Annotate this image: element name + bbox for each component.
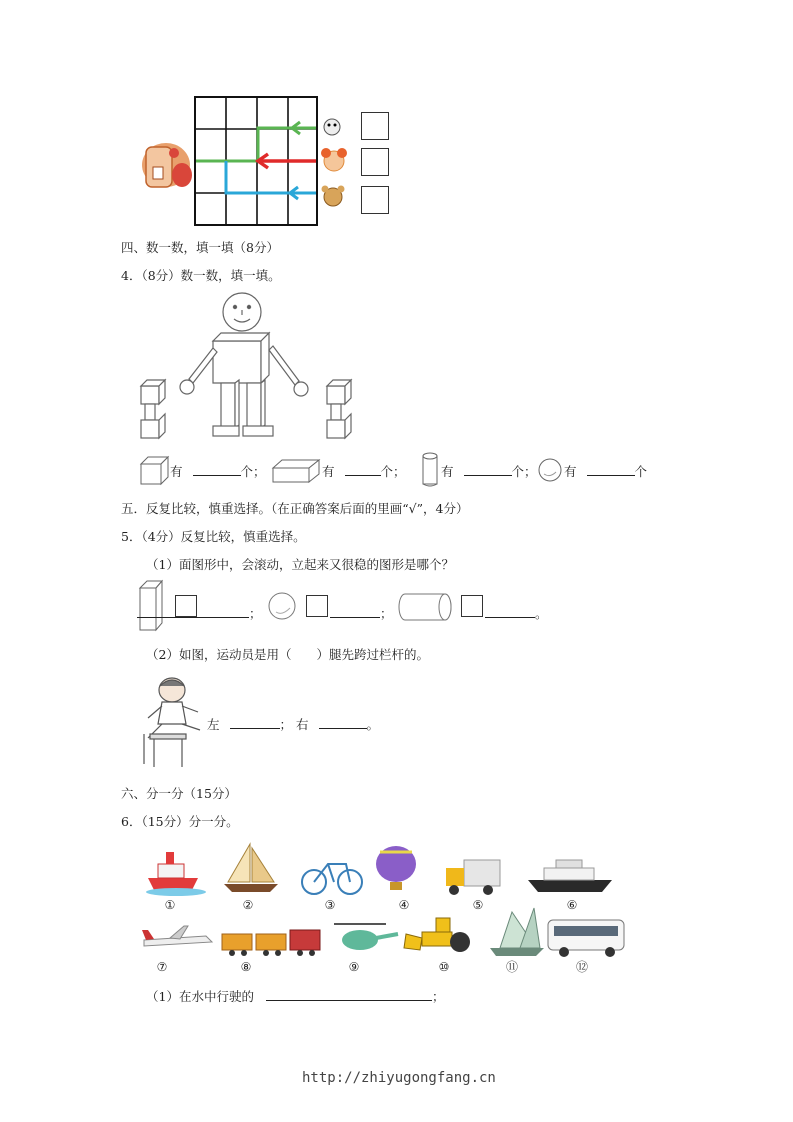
section6-heading: 六、分一分（15分） xyxy=(121,786,237,801)
footer-url[interactable]: http://zhiyugongfang.cn xyxy=(302,1070,496,1086)
sphere-icon xyxy=(538,458,564,484)
section4-heading: 四、数一数，填一填（8分） xyxy=(121,240,279,255)
question5-title: 5．（4分）反复比较，慎重选择。 xyxy=(121,529,306,544)
sphere-choice-icon xyxy=(268,592,298,622)
count-blank-2[interactable] xyxy=(345,462,381,476)
girl-icon xyxy=(321,148,347,171)
number-3: ③ xyxy=(324,898,336,912)
choice-blank-3[interactable] xyxy=(485,604,535,618)
question4-title: 4．（8分）数一数，填一填。 xyxy=(121,268,281,283)
vehicles-figure xyxy=(140,838,630,976)
count-item-4: 有 个 xyxy=(564,464,648,479)
count-blank-3[interactable] xyxy=(464,462,512,476)
cylinder-icon xyxy=(422,452,442,488)
count-blank-1[interactable] xyxy=(193,462,241,476)
count-item-1: 有 个； xyxy=(170,464,266,479)
blue-arrow xyxy=(226,161,316,199)
number-4: ④ xyxy=(398,898,410,912)
water-vehicles-blank[interactable] xyxy=(266,987,432,1001)
left-leg-blank[interactable] xyxy=(230,715,280,729)
choice-line-1: ； xyxy=(137,604,262,622)
airplane-icon xyxy=(142,926,212,946)
count-blank-4[interactable] xyxy=(587,462,635,476)
right-leg-blank[interactable] xyxy=(319,715,367,729)
dhow-sailboat-icon xyxy=(490,908,544,956)
question6-sub1: （1）在水中行驶的 ； xyxy=(146,989,445,1004)
answer-box-3[interactable] xyxy=(361,186,389,214)
question5-sub2: （2）如图，运动员是用（ ）腿先跨过栏杆的。 xyxy=(146,647,429,662)
number-12: ⑫ xyxy=(575,960,589,974)
cube-icon xyxy=(140,456,170,486)
bus-icon xyxy=(548,920,624,957)
number-5: ⑤ xyxy=(472,898,484,912)
number-2: ② xyxy=(242,898,254,912)
choice-line-3: 。 xyxy=(485,604,548,622)
count-item-2: 有 个； xyxy=(322,464,406,479)
hurdler-figure xyxy=(136,672,206,772)
red-arrow xyxy=(258,154,316,168)
maze-grid xyxy=(138,95,393,227)
question6-title: 6．（15分）分一分。 xyxy=(121,814,239,829)
truck-icon xyxy=(446,860,500,895)
choice-box-2[interactable] xyxy=(306,595,328,617)
sailboat-icon xyxy=(224,844,278,892)
house-icon xyxy=(142,143,192,187)
cylinder-lying-icon xyxy=(397,592,457,622)
robot-figure xyxy=(135,288,355,448)
section5-heading: 五．反复比较，慎重选择。（在正确答案后面的里画“√”，4分） xyxy=(121,501,469,516)
bicycle-icon xyxy=(302,864,362,894)
number-10: ⑩ xyxy=(438,960,450,974)
choice-blank-2[interactable] xyxy=(330,604,380,618)
question5-sub1: （1）面图形中，会滚动，立起来又很稳的图形是哪个？ xyxy=(146,557,454,572)
number-1: ① xyxy=(164,898,176,912)
steamship-icon xyxy=(146,852,206,896)
answer-box-1[interactable] xyxy=(361,112,389,140)
count-item-3: 有 个； xyxy=(441,464,537,479)
green-arrow xyxy=(196,122,316,161)
answer-box-2[interactable] xyxy=(361,148,389,176)
cruise-ship-icon xyxy=(528,860,612,892)
number-11: ⑪ xyxy=(505,960,519,974)
helicopter-icon xyxy=(334,924,398,950)
choice-blank-1[interactable] xyxy=(137,604,249,618)
bulldozer-icon xyxy=(404,918,470,952)
choice-line-2: ； xyxy=(330,604,393,622)
hurdle-answer-line: 左 ； 右 。 xyxy=(207,717,380,732)
bear-icon xyxy=(322,186,345,207)
airship-balloon-icon xyxy=(376,846,416,890)
number-6: ⑥ xyxy=(566,898,578,912)
train-icon xyxy=(222,930,320,956)
maze-figure xyxy=(138,95,393,227)
number-9: ⑨ xyxy=(348,960,360,974)
zebra-icon xyxy=(324,119,340,135)
number-7: ⑦ xyxy=(156,960,168,974)
choice-box-3[interactable] xyxy=(461,595,483,617)
number-8: ⑧ xyxy=(240,960,252,974)
cuboid-icon xyxy=(272,458,322,488)
